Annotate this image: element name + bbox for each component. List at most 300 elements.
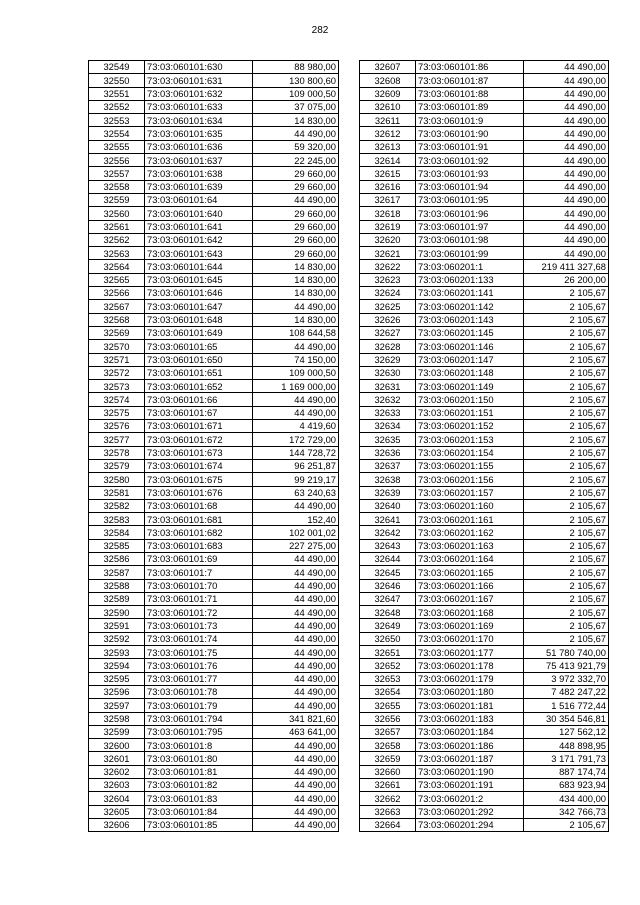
row-number-cell: 32551 [89,87,145,100]
value-cell: 29 660,00 [253,247,339,260]
cadastral-number-cell: 73:03:060201:177 [416,646,524,659]
table-row [360,659,609,672]
cadastral-number-cell: 73:03:060201:169 [416,619,524,632]
row-number-cell: 32582 [89,499,145,512]
row-number-cell: 32591 [89,619,145,632]
row-number-cell: 32650 [360,632,416,645]
row-number-cell: 32623 [360,273,416,286]
left-data-table [88,60,339,832]
value-cell: 2 105,67 [524,393,609,406]
row-number-cell: 32595 [89,672,145,685]
cadastral-number-cell: 73:03:060101:652 [145,380,253,393]
value-cell: 44 490,00 [524,220,609,233]
cadastral-number-cell: 73:03:060101:86 [416,61,524,74]
table-row [89,659,339,672]
value-cell: 29 660,00 [253,220,339,233]
row-number-cell: 32572 [89,366,145,379]
cadastral-number-cell: 73:03:060101:70 [145,579,253,592]
value-cell: 2 105,67 [524,459,609,472]
value-cell: 63 240,63 [253,486,339,499]
cadastral-number-cell: 73:03:060101:71 [145,592,253,605]
cadastral-number-cell: 73:03:060201:146 [416,340,524,353]
row-number-cell: 32639 [360,486,416,499]
cadastral-number-cell: 73:03:060101:639 [145,180,253,193]
table-row [89,685,339,698]
value-cell: 44 490,00 [524,167,609,180]
table-row [89,340,339,353]
value-cell: 44 490,00 [253,340,339,353]
row-number-cell: 32598 [89,712,145,725]
row-number-cell: 32634 [360,420,416,433]
table-row [89,433,339,446]
cadastral-number-cell: 73:03:060101:633 [145,100,253,113]
table-row [89,287,339,300]
row-number-cell: 32570 [89,340,145,353]
cadastral-number-cell: 73:03:060101:78 [145,685,253,698]
table-row [360,420,609,433]
table-row [360,207,609,220]
row-number-cell: 32602 [89,765,145,778]
value-cell: 44 490,00 [253,699,339,712]
value-cell: 2 105,67 [524,499,609,512]
cadastral-number-cell: 73:03:060101:649 [145,326,253,339]
row-number-cell: 32584 [89,526,145,539]
cadastral-number-cell: 73:03:060101:93 [416,167,524,180]
cadastral-number-cell: 73:03:060201:186 [416,739,524,752]
value-cell: 2 105,67 [524,579,609,592]
row-number-cell: 32622 [360,260,416,273]
table-row [89,353,339,366]
table-row [360,220,609,233]
value-cell: 3 972 332,70 [524,672,609,685]
cadastral-number-cell: 73:03:060201:160 [416,499,524,512]
value-cell: 44 490,00 [253,300,339,313]
value-cell: 127 562,12 [524,725,609,738]
cadastral-number-cell: 73:03:060101:795 [145,725,253,738]
table-row [89,114,339,127]
cadastral-number-cell: 73:03:060101:635 [145,127,253,140]
value-cell: 44 490,00 [524,127,609,140]
cadastral-number-cell: 73:03:060201:294 [416,818,524,831]
table-row [360,552,609,565]
value-cell: 44 490,00 [524,154,609,167]
table-row [360,818,609,831]
value-cell: 74 150,00 [253,353,339,366]
value-cell: 99 219,17 [253,473,339,486]
table-row [89,539,339,552]
row-number-cell: 32587 [89,566,145,579]
row-number-cell: 32597 [89,699,145,712]
value-cell: 44 490,00 [253,499,339,512]
table-row [89,100,339,113]
cadastral-number-cell: 73:03:060201:149 [416,380,524,393]
row-number-cell: 32608 [360,74,416,87]
row-number-cell: 32633 [360,406,416,419]
cadastral-number-cell: 73:03:060201:170 [416,632,524,645]
value-cell: 29 660,00 [253,207,339,220]
table-row [360,699,609,712]
row-number-cell: 32654 [360,685,416,698]
table-row [89,712,339,725]
table-row [360,140,609,153]
value-cell: 44 490,00 [524,61,609,74]
cadastral-number-cell: 73:03:060101:648 [145,313,253,326]
cadastral-number-cell: 73:03:060101:674 [145,459,253,472]
table-row [89,74,339,87]
table-row [89,61,339,74]
value-cell: 448 898,95 [524,739,609,752]
table-row [360,712,609,725]
value-cell: 2 105,67 [524,606,609,619]
row-number-cell: 32657 [360,725,416,738]
table-row [89,699,339,712]
cadastral-number-cell: 73:03:060201:152 [416,420,524,433]
table-row [360,393,609,406]
value-cell: 59 320,00 [253,140,339,153]
table-row [89,473,339,486]
value-cell: 144 728,72 [253,446,339,459]
row-number-cell: 32575 [89,406,145,419]
value-cell: 130 800,60 [253,74,339,87]
cadastral-number-cell: 73:03:060201:145 [416,326,524,339]
cadastral-number-cell: 73:03:060101:646 [145,287,253,300]
table-row [360,193,609,206]
table-row [360,486,609,499]
table-row [360,366,609,379]
value-cell: 44 490,00 [253,685,339,698]
cadastral-number-cell: 73:03:060201:154 [416,446,524,459]
table-row [360,646,609,659]
row-number-cell: 32612 [360,127,416,140]
table-row [89,207,339,220]
row-number-cell: 32565 [89,273,145,286]
cadastral-number-cell: 73:03:060101:68 [145,499,253,512]
value-cell: 22 245,00 [253,154,339,167]
table-row [360,287,609,300]
row-number-cell: 32580 [89,473,145,486]
value-cell: 44 490,00 [253,566,339,579]
row-number-cell: 32616 [360,180,416,193]
value-cell: 44 490,00 [253,765,339,778]
table-row [360,433,609,446]
value-cell: 7 482 247,22 [524,685,609,698]
cadastral-number-cell: 73:03:060201:178 [416,659,524,672]
table-row [360,592,609,605]
cadastral-number-cell: 73:03:060101:643 [145,247,253,260]
table-row [89,552,339,565]
row-number-cell: 32651 [360,646,416,659]
row-number-cell: 32550 [89,74,145,87]
value-cell: 2 105,67 [524,313,609,326]
row-number-cell: 32606 [89,818,145,831]
table-row [89,167,339,180]
table-row [89,420,339,433]
value-cell: 37 075,00 [253,100,339,113]
value-cell: 108 644,58 [253,326,339,339]
row-number-cell: 32561 [89,220,145,233]
value-cell: 463 641,00 [253,725,339,738]
cadastral-number-cell: 73:03:060101:632 [145,87,253,100]
table-row [89,140,339,153]
row-number-cell: 32610 [360,100,416,113]
table-row [360,672,609,685]
table-row [360,539,609,552]
value-cell: 2 105,67 [524,433,609,446]
value-cell: 2 105,67 [524,539,609,552]
row-number-cell: 32661 [360,779,416,792]
value-cell: 2 105,67 [524,486,609,499]
table-row [360,499,609,512]
cadastral-number-cell: 73:03:060101:87 [416,74,524,87]
cadastral-number-cell: 73:03:060201:142 [416,300,524,313]
row-number-cell: 32589 [89,592,145,605]
cadastral-number-cell: 73:03:060201:1 [416,260,524,273]
value-cell: 2 105,67 [524,592,609,605]
cadastral-number-cell: 73:03:060101:683 [145,539,253,552]
value-cell: 227 275,00 [253,539,339,552]
row-number-cell: 32603 [89,779,145,792]
value-cell: 4 419,60 [253,420,339,433]
value-cell: 44 490,00 [253,672,339,685]
value-cell: 44 490,00 [253,393,339,406]
table-row [89,752,339,765]
row-number-cell: 32609 [360,87,416,100]
cadastral-number-cell: 73:03:060101:672 [145,433,253,446]
value-cell: 44 490,00 [253,579,339,592]
cadastral-number-cell: 73:03:060101:681 [145,513,253,526]
value-cell: 44 490,00 [524,87,609,100]
table-row [360,779,609,792]
row-number-cell: 32629 [360,353,416,366]
value-cell: 44 490,00 [253,592,339,605]
value-cell: 44 490,00 [524,180,609,193]
cadastral-number-cell: 73:03:060201:143 [416,313,524,326]
row-number-cell: 32646 [360,579,416,592]
row-number-cell: 32566 [89,287,145,300]
cadastral-number-cell: 73:03:060101:79 [145,699,253,712]
cadastral-number-cell: 73:03:060101:80 [145,752,253,765]
table-row [360,632,609,645]
value-cell: 14 830,00 [253,273,339,286]
page-number: 282 [311,25,329,36]
cadastral-number-cell: 73:03:060101:97 [416,220,524,233]
cadastral-number-cell: 73:03:060201:133 [416,273,524,286]
row-number-cell: 32635 [360,433,416,446]
value-cell: 2 105,67 [524,526,609,539]
table-row [360,313,609,326]
cadastral-number-cell: 73:03:060101:92 [416,154,524,167]
cadastral-number-cell: 73:03:060101:630 [145,61,253,74]
cadastral-number-cell: 73:03:060201:161 [416,513,524,526]
row-number-cell: 32619 [360,220,416,233]
cadastral-number-cell: 73:03:060101:650 [145,353,253,366]
table-row [89,273,339,286]
row-number-cell: 32560 [89,207,145,220]
row-number-cell: 32549 [89,61,145,74]
cadastral-number-cell: 73:03:060201:156 [416,473,524,486]
table-row [89,513,339,526]
cadastral-number-cell: 73:03:060101:9 [416,114,524,127]
cadastral-number-cell: 73:03:060101:8 [145,739,253,752]
row-number-cell: 32596 [89,685,145,698]
table-row [360,300,609,313]
value-cell: 2 105,67 [524,552,609,565]
table-row [89,579,339,592]
value-cell: 2 105,67 [524,513,609,526]
value-cell: 44 490,00 [253,606,339,619]
cadastral-number-cell: 73:03:060201:179 [416,672,524,685]
table-row [89,446,339,459]
row-number-cell: 32577 [89,433,145,446]
row-number-cell: 32656 [360,712,416,725]
row-number-cell: 32585 [89,539,145,552]
table-row [89,486,339,499]
row-number-cell: 32659 [360,752,416,765]
row-number-cell: 32642 [360,526,416,539]
cadastral-number-cell: 73:03:060201:165 [416,566,524,579]
cadastral-number-cell: 73:03:060101:84 [145,805,253,818]
table-row [360,74,609,87]
table-row [360,725,609,738]
value-cell: 88 980,00 [253,61,339,74]
cadastral-number-cell: 73:03:060201:187 [416,752,524,765]
row-number-cell: 32655 [360,699,416,712]
value-cell: 44 490,00 [253,619,339,632]
cadastral-number-cell: 73:03:060101:637 [145,154,253,167]
table-row [360,247,609,260]
row-number-cell: 32621 [360,247,416,260]
cadastral-number-cell: 73:03:060101:74 [145,632,253,645]
row-number-cell: 32556 [89,154,145,167]
cadastral-number-cell: 73:03:060201:292 [416,805,524,818]
cadastral-number-cell: 73:03:060101:640 [145,207,253,220]
cadastral-number-cell: 73:03:060201:168 [416,606,524,619]
table-row [360,619,609,632]
table-row [360,233,609,246]
row-number-cell: 32594 [89,659,145,672]
cadastral-number-cell: 73:03:060201:2 [416,792,524,805]
value-cell: 102 001,02 [253,526,339,539]
cadastral-number-cell: 73:03:060201:163 [416,539,524,552]
table-row [360,446,609,459]
value-cell: 109 000,50 [253,87,339,100]
row-number-cell: 32617 [360,193,416,206]
row-number-cell: 32567 [89,300,145,313]
table-row [360,805,609,818]
value-cell: 44 490,00 [524,233,609,246]
cadastral-number-cell: 73:03:060101:73 [145,619,253,632]
table-row [360,473,609,486]
row-number-cell: 32605 [89,805,145,818]
table-row [89,739,339,752]
right-data-table [359,60,609,832]
value-cell: 341 821,60 [253,712,339,725]
cadastral-number-cell: 73:03:060101:89 [416,100,524,113]
row-number-cell: 32648 [360,606,416,619]
cadastral-number-cell: 73:03:060201:141 [416,287,524,300]
table-row [360,61,609,74]
cadastral-number-cell: 73:03:060101:673 [145,446,253,459]
row-number-cell: 32643 [360,539,416,552]
left-table-body [89,61,339,832]
cadastral-number-cell: 73:03:060101:64 [145,193,253,206]
table-row [89,127,339,140]
row-number-cell: 32588 [89,579,145,592]
row-number-cell: 32599 [89,725,145,738]
value-cell: 51 780 740,00 [524,646,609,659]
table-row [89,247,339,260]
value-cell: 887 174,74 [524,765,609,778]
row-number-cell: 32576 [89,420,145,433]
row-number-cell: 32569 [89,326,145,339]
table-row [360,260,609,273]
value-cell: 434 400,00 [524,792,609,805]
table-row [360,459,609,472]
cadastral-number-cell: 73:03:060101:682 [145,526,253,539]
table-row [360,739,609,752]
table-row [89,459,339,472]
row-number-cell: 32663 [360,805,416,818]
cadastral-number-cell: 73:03:060201:164 [416,552,524,565]
row-number-cell: 32638 [360,473,416,486]
cadastral-number-cell: 73:03:060101:794 [145,712,253,725]
cadastral-number-cell: 73:03:060101:66 [145,393,253,406]
table-row [89,326,339,339]
value-cell: 44 490,00 [253,552,339,565]
value-cell: 44 490,00 [524,100,609,113]
cadastral-number-cell: 73:03:060101:67 [145,406,253,419]
table-row [360,87,609,100]
cadastral-number-cell: 73:03:060101:69 [145,552,253,565]
cadastral-number-cell: 73:03:060101:676 [145,486,253,499]
value-cell: 44 490,00 [253,805,339,818]
row-number-cell: 32552 [89,100,145,113]
table-row [89,805,339,818]
value-cell: 2 105,67 [524,366,609,379]
row-number-cell: 32593 [89,646,145,659]
row-number-cell: 32636 [360,446,416,459]
cadastral-number-cell: 73:03:060101:98 [416,233,524,246]
value-cell: 2 105,67 [524,818,609,831]
row-number-cell: 32553 [89,114,145,127]
row-number-cell: 32583 [89,513,145,526]
value-cell: 29 660,00 [253,233,339,246]
table-row [360,380,609,393]
cadastral-number-cell: 73:03:060201:153 [416,433,524,446]
cadastral-number-cell: 73:03:060101:645 [145,273,253,286]
table-row [89,779,339,792]
table-row [89,380,339,393]
cadastral-number-cell: 73:03:060101:91 [416,140,524,153]
cadastral-number-cell: 73:03:060101:7 [145,566,253,579]
table-row [89,220,339,233]
table-row [89,592,339,605]
table-row [89,619,339,632]
value-cell: 44 490,00 [253,632,339,645]
table-row [89,792,339,805]
cadastral-number-cell: 73:03:060101:75 [145,646,253,659]
value-cell: 96 251,87 [253,459,339,472]
row-number-cell: 32613 [360,140,416,153]
value-cell: 1 516 772,44 [524,699,609,712]
cadastral-number-cell: 73:03:060101:96 [416,207,524,220]
value-cell: 44 490,00 [524,247,609,260]
value-cell: 44 490,00 [524,207,609,220]
value-cell: 2 105,67 [524,406,609,419]
value-cell: 44 490,00 [524,114,609,127]
row-number-cell: 32626 [360,313,416,326]
row-number-cell: 32630 [360,366,416,379]
